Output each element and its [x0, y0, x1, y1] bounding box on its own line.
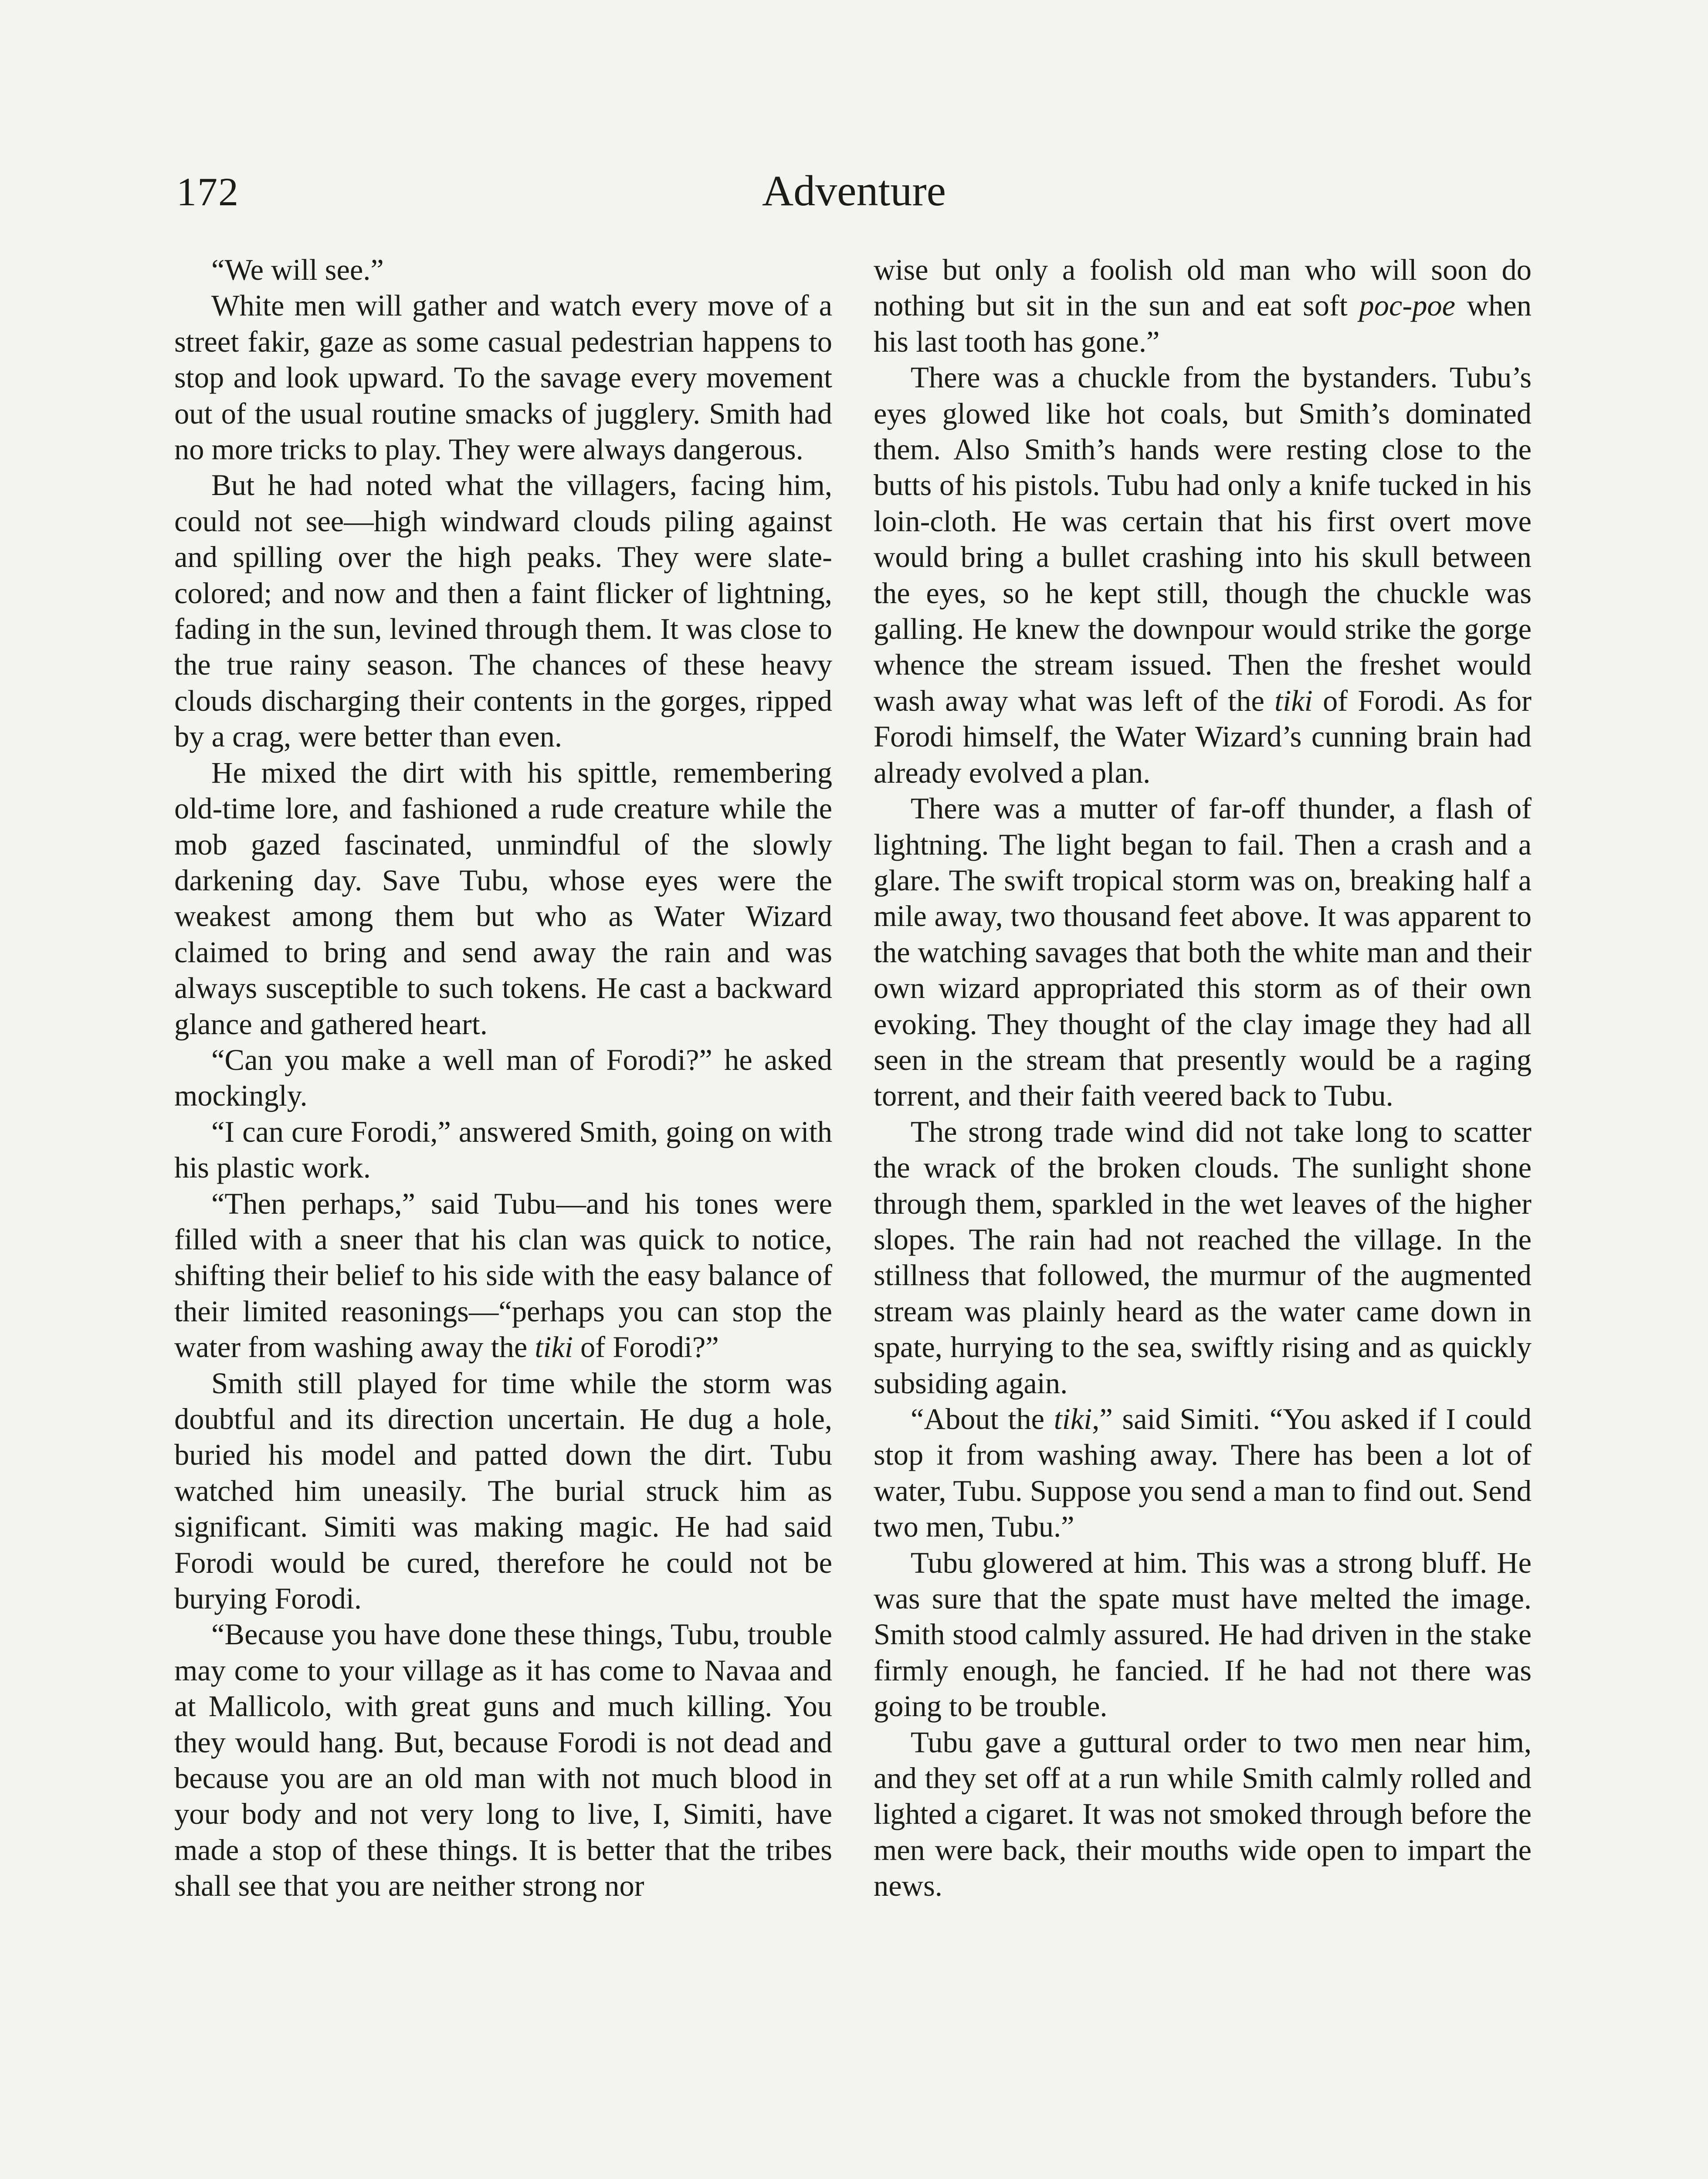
- paragraph: [874, 1545, 1532, 1724]
- right-text-column: [874, 252, 1532, 1904]
- running-title: Adventure: [762, 166, 946, 215]
- paragraph: [874, 791, 1532, 1114]
- paragraph: [174, 1114, 832, 1186]
- text-run: Smith still played for time while the storm was doubtful and its direction uncertain. He dug a hole, buried his model and patted down the dirt. Tubu watched him uneasily. The burial struck him as significant. Simiti was making magic. He had said Forodi would be cured, therefore he could not be burying Forodi.: [174, 1366, 832, 1616]
- text-run: Tubu glowered at him. This was a strong bluff. He was sure that the spate must have melted the image. Smith stood calmly assured. He had driven in the stake firmly enough, he fancied. If he had not there was going to be trouble.: [874, 1546, 1532, 1723]
- italic-word: poc-poe: [1359, 289, 1456, 322]
- paragraph: [174, 1616, 832, 1904]
- text-run: “I can cure Forodi,” answered Smith, going on with his plastic work.: [174, 1115, 832, 1185]
- paragraph: [174, 1042, 832, 1114]
- paragraph: [874, 360, 1532, 791]
- paragraph: [874, 1724, 1532, 1904]
- text-run: of Forodi. As for Forodi himself, the Water Wizard’s cunning brain had already evolved a plan.: [874, 684, 1532, 789]
- page-number: 172: [176, 170, 239, 214]
- text-run: wise but only a foolish old man who will soon do nothing but sit in the sun and eat soft: [874, 253, 1532, 322]
- paragraph: [874, 1114, 1532, 1401]
- text-run: There was a mutter of far-off thunder, a flash of lightning. The light began to fail. Then a crash and a glare. The swift tropical storm was on, breaking half a mile away, two thousand feet above. It was apparent to the watching savages that both the white man and their own wizard appropriated this storm as of their own evoking. They thought of the clay image they had all seen in the stream that presently would be a raging torrent, and their faith veered back to Tubu.: [874, 792, 1532, 1113]
- text-run: “Then perhaps,” said Tubu—and his tones were filled with a sneer that his clan was quick to notice, shifting their belief to his side with the easy balance of their limited reasonings—“perhaps you can stop the water from washing away the: [174, 1187, 832, 1364]
- paragraph: [874, 252, 1532, 360]
- paragraph: [174, 288, 832, 467]
- text-run: “Can you make a well man of Forodi?” he asked mockingly.: [174, 1043, 832, 1113]
- italic-word: tiki: [1274, 684, 1313, 717]
- text-run: There was a chuckle from the bystanders. Tubu’s eyes glowed like hot coals, but Smith’s dominated them. Also Smith’s hands were resting close to the butts of his pistols. Tubu had only a knife tucked in his loin-cloth. He was certain that his first overt move would bring a bullet crashing into his skull between the eyes, so he kept still, though the chuckle was galling. He knew the downpour would strike the gorge whence the stream issued. Then the freshet would wash away what was left of the: [874, 361, 1532, 717]
- text-run: ,” said Simiti. “You asked if I could stop it from washing away. There has been a lot of water, Tubu. Suppose you send a man to find out. Send two men, Tubu.”: [874, 1402, 1532, 1544]
- text-run: “Because you have done these things, Tubu, trouble may come to your village as it has come to Navaa and at Mallicolo, with great guns and much killing. You they would hang. But, because Forodi is not dead and because you are an old man with not much blood in your body and not very long to live, I, Simiti, have made a stop of these things. It is better that the tribes shall see that you are neither strong nor: [174, 1618, 832, 1903]
- paragraph: [174, 467, 832, 754]
- text-run: “We will see.”: [211, 253, 384, 286]
- italic-word: tiki: [535, 1330, 573, 1364]
- text-run: White men will gather and watch every move of a street fakir, gaze as some casual pedestrian happens to stop and look upward. To the savage every movement out of the usual routine smacks of jugglery. Smith had no more tricks to play. They were always dangerous.: [174, 289, 832, 466]
- paragraph: [174, 1186, 832, 1365]
- paragraph: [174, 252, 832, 288]
- paragraph: [174, 1365, 832, 1617]
- text-run: The strong trade wind did not take long to scatter the wrack of the broken clouds. The sunlight shone through them, sparkled in the wet leaves of the higher slopes. The rain had not reached the village. In the stillness that followed, the murmur of the augmented stream was plainly heard as the water came down in spate, hurrying to the sea, swiftly rising and as quickly subsiding again.: [874, 1115, 1532, 1400]
- text-run: “About the: [911, 1402, 1054, 1436]
- text-run: of Forodi?”: [573, 1330, 719, 1364]
- paragraph: [174, 755, 832, 1042]
- text-run: Tubu gave a guttural order to two men near him, and they set off at a run while Smith calmly rolled and lighted a cigaret. It was not smoked through before the men were back, their mouths wide open to impart the news.: [874, 1725, 1532, 1903]
- italic-word: tiki: [1054, 1402, 1092, 1436]
- text-run: He mixed the dirt with his spittle, remembering old-time lore, and fashioned a rude creature while the mob gazed fascinated, unmindful of the slowly darkening day. Save Tubu, whose eyes were the weakest among them but who as Water Wizard claimed to bring and send away the rain and was always susceptible to such tokens. He cast a backward glance and gathered heart.: [174, 756, 832, 1041]
- paragraph: [874, 1401, 1532, 1545]
- text-run: But he had noted what the villagers, facing him, could not see—high windward clouds piling against and spilling over the high peaks. They were slate-colored; and now and then a faint flicker of lightning, fading in the sun, levined through them. It was close to the true rainy season. The chances of these heavy clouds discharging their contents in the gorges, ripped by a crag, were better than even.: [174, 468, 832, 753]
- text-run: when his last tooth has gone.”: [874, 289, 1532, 358]
- left-text-column: [174, 252, 832, 1904]
